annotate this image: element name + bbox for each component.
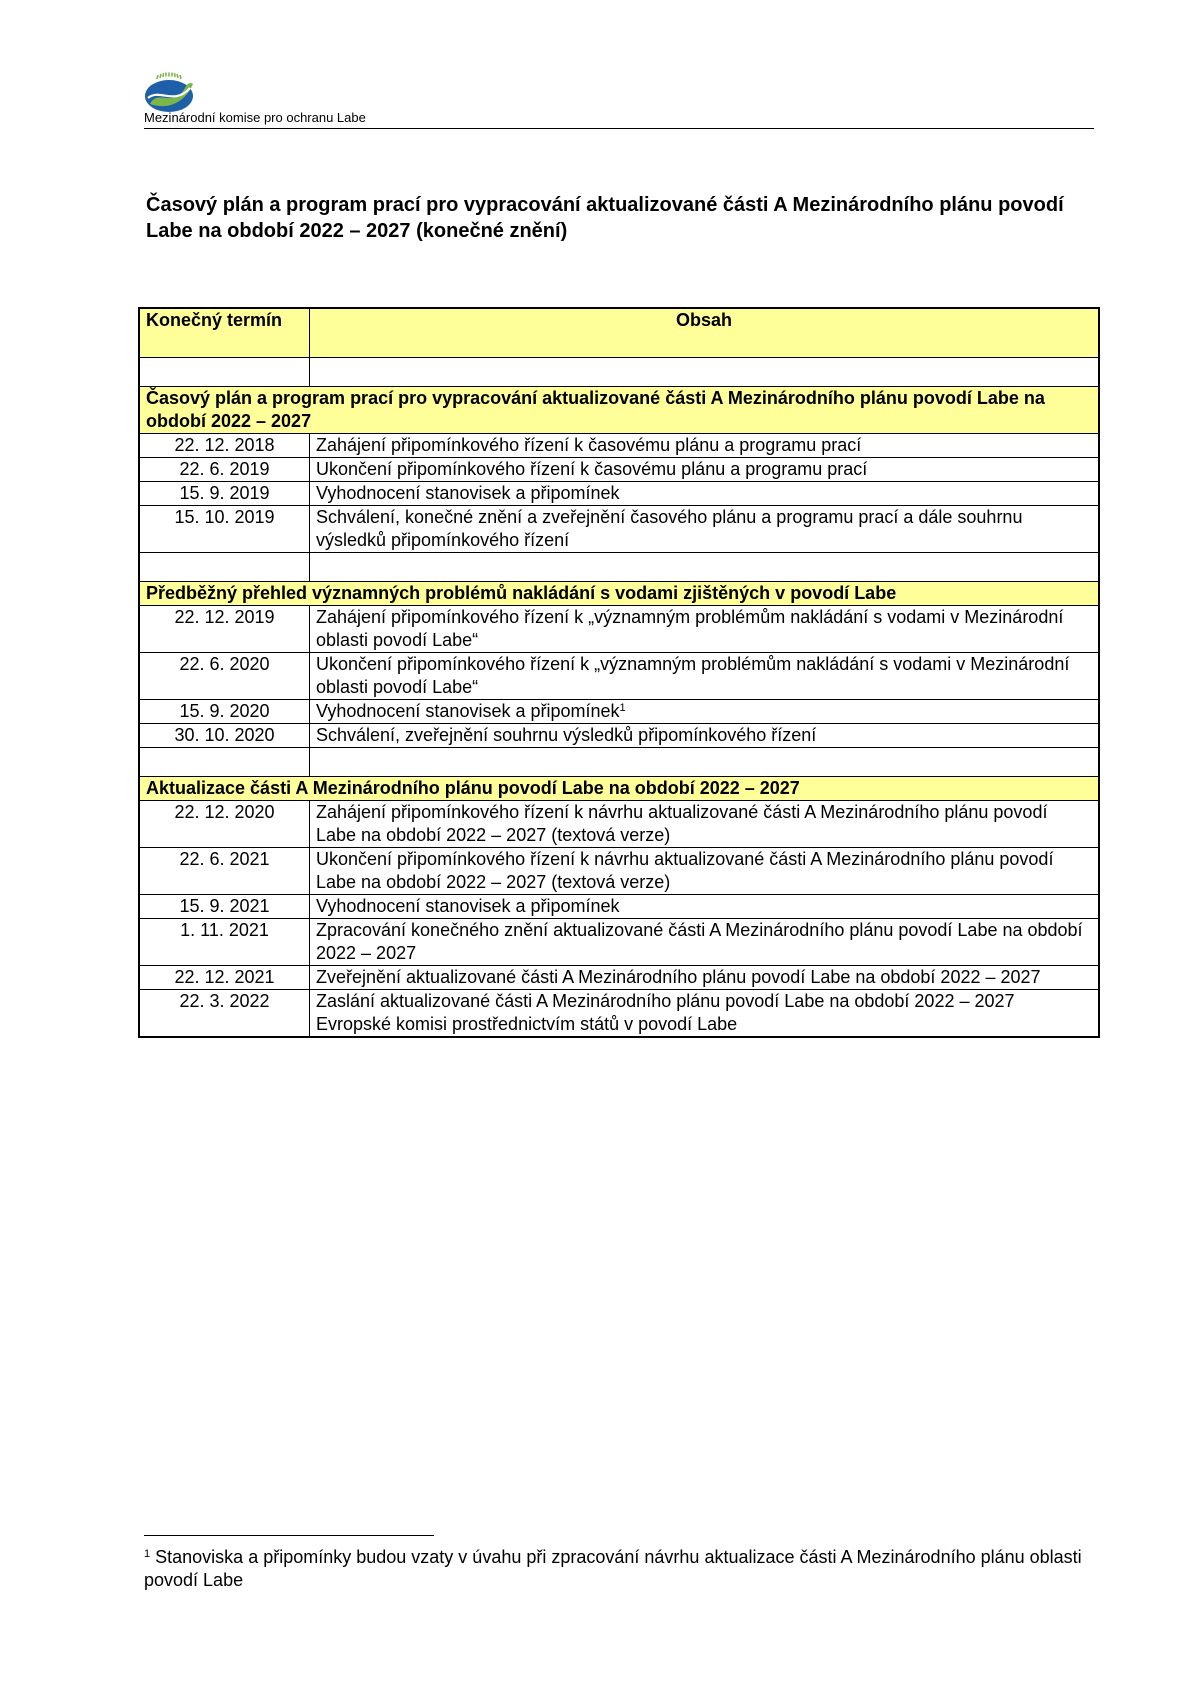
row-text: Ukončení připomínkového řízení k „významným problémům nakládání s vodami v Mezinárodní oblasti povodí Labe“: [310, 653, 1100, 700]
table-row: [139, 895, 1099, 919]
section-heading: Časový plán a program prací pro vypracování aktualizované části A Mezinárodního plánu povodí Labe na období 2022 – 2027: [139, 387, 1099, 434]
table-row: [139, 458, 1099, 482]
table-header-row: [139, 308, 1099, 358]
spacer-row: [139, 358, 1099, 387]
column-header-deadline: Konečný termín: [139, 308, 310, 358]
row-date: 30. 10. 2020: [139, 724, 310, 748]
row-text: Vyhodnocení stanovisek a připomínek: [316, 701, 620, 721]
table-row: [139, 653, 1099, 700]
row-text: Schválení, konečné znění a zveřejnění časového plánu a programu prací a dále souhrnu výsledků připomínkového řízení: [310, 506, 1100, 553]
table-row: [139, 919, 1099, 966]
row-date: 22. 6. 2019: [139, 458, 310, 482]
table-row: [139, 966, 1099, 990]
section-heading: Aktualizace části A Mezinárodního plánu povodí Labe na období 2022 – 2027: [139, 777, 1099, 801]
spacer-row: [139, 748, 1099, 777]
row-date: 15. 9. 2020: [139, 700, 310, 724]
footnote-divider: [144, 1535, 434, 1536]
organization-name: Mezinárodní komise pro ochranu Labe: [144, 110, 366, 125]
row-text: Vyhodnocení stanovisek a připomínek: [310, 895, 1100, 919]
row-text: Vyhodnocení stanovisek a připomínek: [310, 482, 1100, 506]
row-text: Zahájení připomínkového řízení k návrhu aktualizované části A Mezinárodního plánu povodí Labe na období 2022 – 2027 (textová verze): [310, 801, 1100, 848]
row-date: 22. 6. 2020: [139, 653, 310, 700]
row-date: 22. 12. 2021: [139, 966, 310, 990]
row-date: 22. 12. 2018: [139, 434, 310, 458]
row-date: 1. 11. 2021: [139, 919, 310, 966]
row-text: Zveřejnění aktualizované části A Mezinárodního plánu povodí Labe na období 2022 – 2027: [310, 966, 1100, 990]
table-row: [139, 990, 1099, 1038]
table-row: [139, 606, 1099, 653]
column-header-content: Obsah: [310, 308, 1100, 358]
row-date: 22. 6. 2021: [139, 848, 310, 895]
table-row: [139, 848, 1099, 895]
table-row: [139, 724, 1099, 748]
row-date: 15. 10. 2019: [139, 506, 310, 553]
table-row: [139, 506, 1099, 553]
section-heading-row: [139, 387, 1099, 434]
footnote: [144, 1546, 1104, 1592]
document-title: Časový plán a program prací pro vypracování aktualizované části A Mezinárodního plánu povodí Labe na období 2022 – 2027 (konečné znění): [146, 194, 1064, 242]
row-text: Zahájení připomínkového řízení k „významným problémům nakládání s vodami v Mezinárodní oblasti povodí Labe“: [310, 606, 1100, 653]
section-heading: Předběžný přehled významných problémů nakládání s vodami zjištěných v povodí Labe: [139, 582, 1099, 606]
schedule-table: [138, 307, 1100, 1038]
table-row: [139, 700, 1099, 724]
row-date: 22. 12. 2019: [139, 606, 310, 653]
table-row: [139, 482, 1099, 506]
section-heading-row: [139, 582, 1099, 606]
row-text: Ukončení připomínkového řízení k časovému plánu a programu prací: [310, 458, 1100, 482]
row-text: Ukončení připomínkového řízení k návrhu aktualizované části A Mezinárodního plánu povodí Labe na období 2022 – 2027 (textová verze): [310, 848, 1100, 895]
section-heading-row: [139, 777, 1099, 801]
footnote-reference: 1: [619, 702, 626, 714]
table-row: [139, 434, 1099, 458]
ikse-mkol-logo-icon: [144, 66, 196, 114]
row-date: 15. 9. 2019: [139, 482, 310, 506]
spacer-row: [139, 553, 1099, 582]
row-date: 15. 9. 2021: [139, 895, 310, 919]
row-date: 22. 3. 2022: [139, 990, 310, 1038]
table-row: [139, 801, 1099, 848]
row-text: Zpracování konečného znění aktualizované části A Mezinárodního plánu povodí Labe na období 2022 – 2027: [310, 919, 1100, 966]
header-divider: [144, 128, 1094, 129]
footnote-text: Stanoviska a připomínky budou vzaty v úvahu při zpracování návrhu aktualizace části A Mezinárodního plánu oblasti povodí Labe: [144, 1547, 1082, 1590]
row-text: Zaslání aktualizované části A Mezinárodního plánu povodí Labe na období 2022 – 2027 Evropské komisi prostřednictvím států v povodí Labe: [310, 990, 1100, 1038]
row-date: 22. 12. 2020: [139, 801, 310, 848]
row-text-with-footnote: [310, 700, 1100, 724]
row-text: Zahájení připomínkového řízení k časovému plánu a programu prací: [310, 434, 1100, 458]
footnote-marker: 1: [144, 1548, 151, 1560]
row-text: Schválení, zveřejnění souhrnu výsledků připomínkového řízení: [310, 724, 1100, 748]
